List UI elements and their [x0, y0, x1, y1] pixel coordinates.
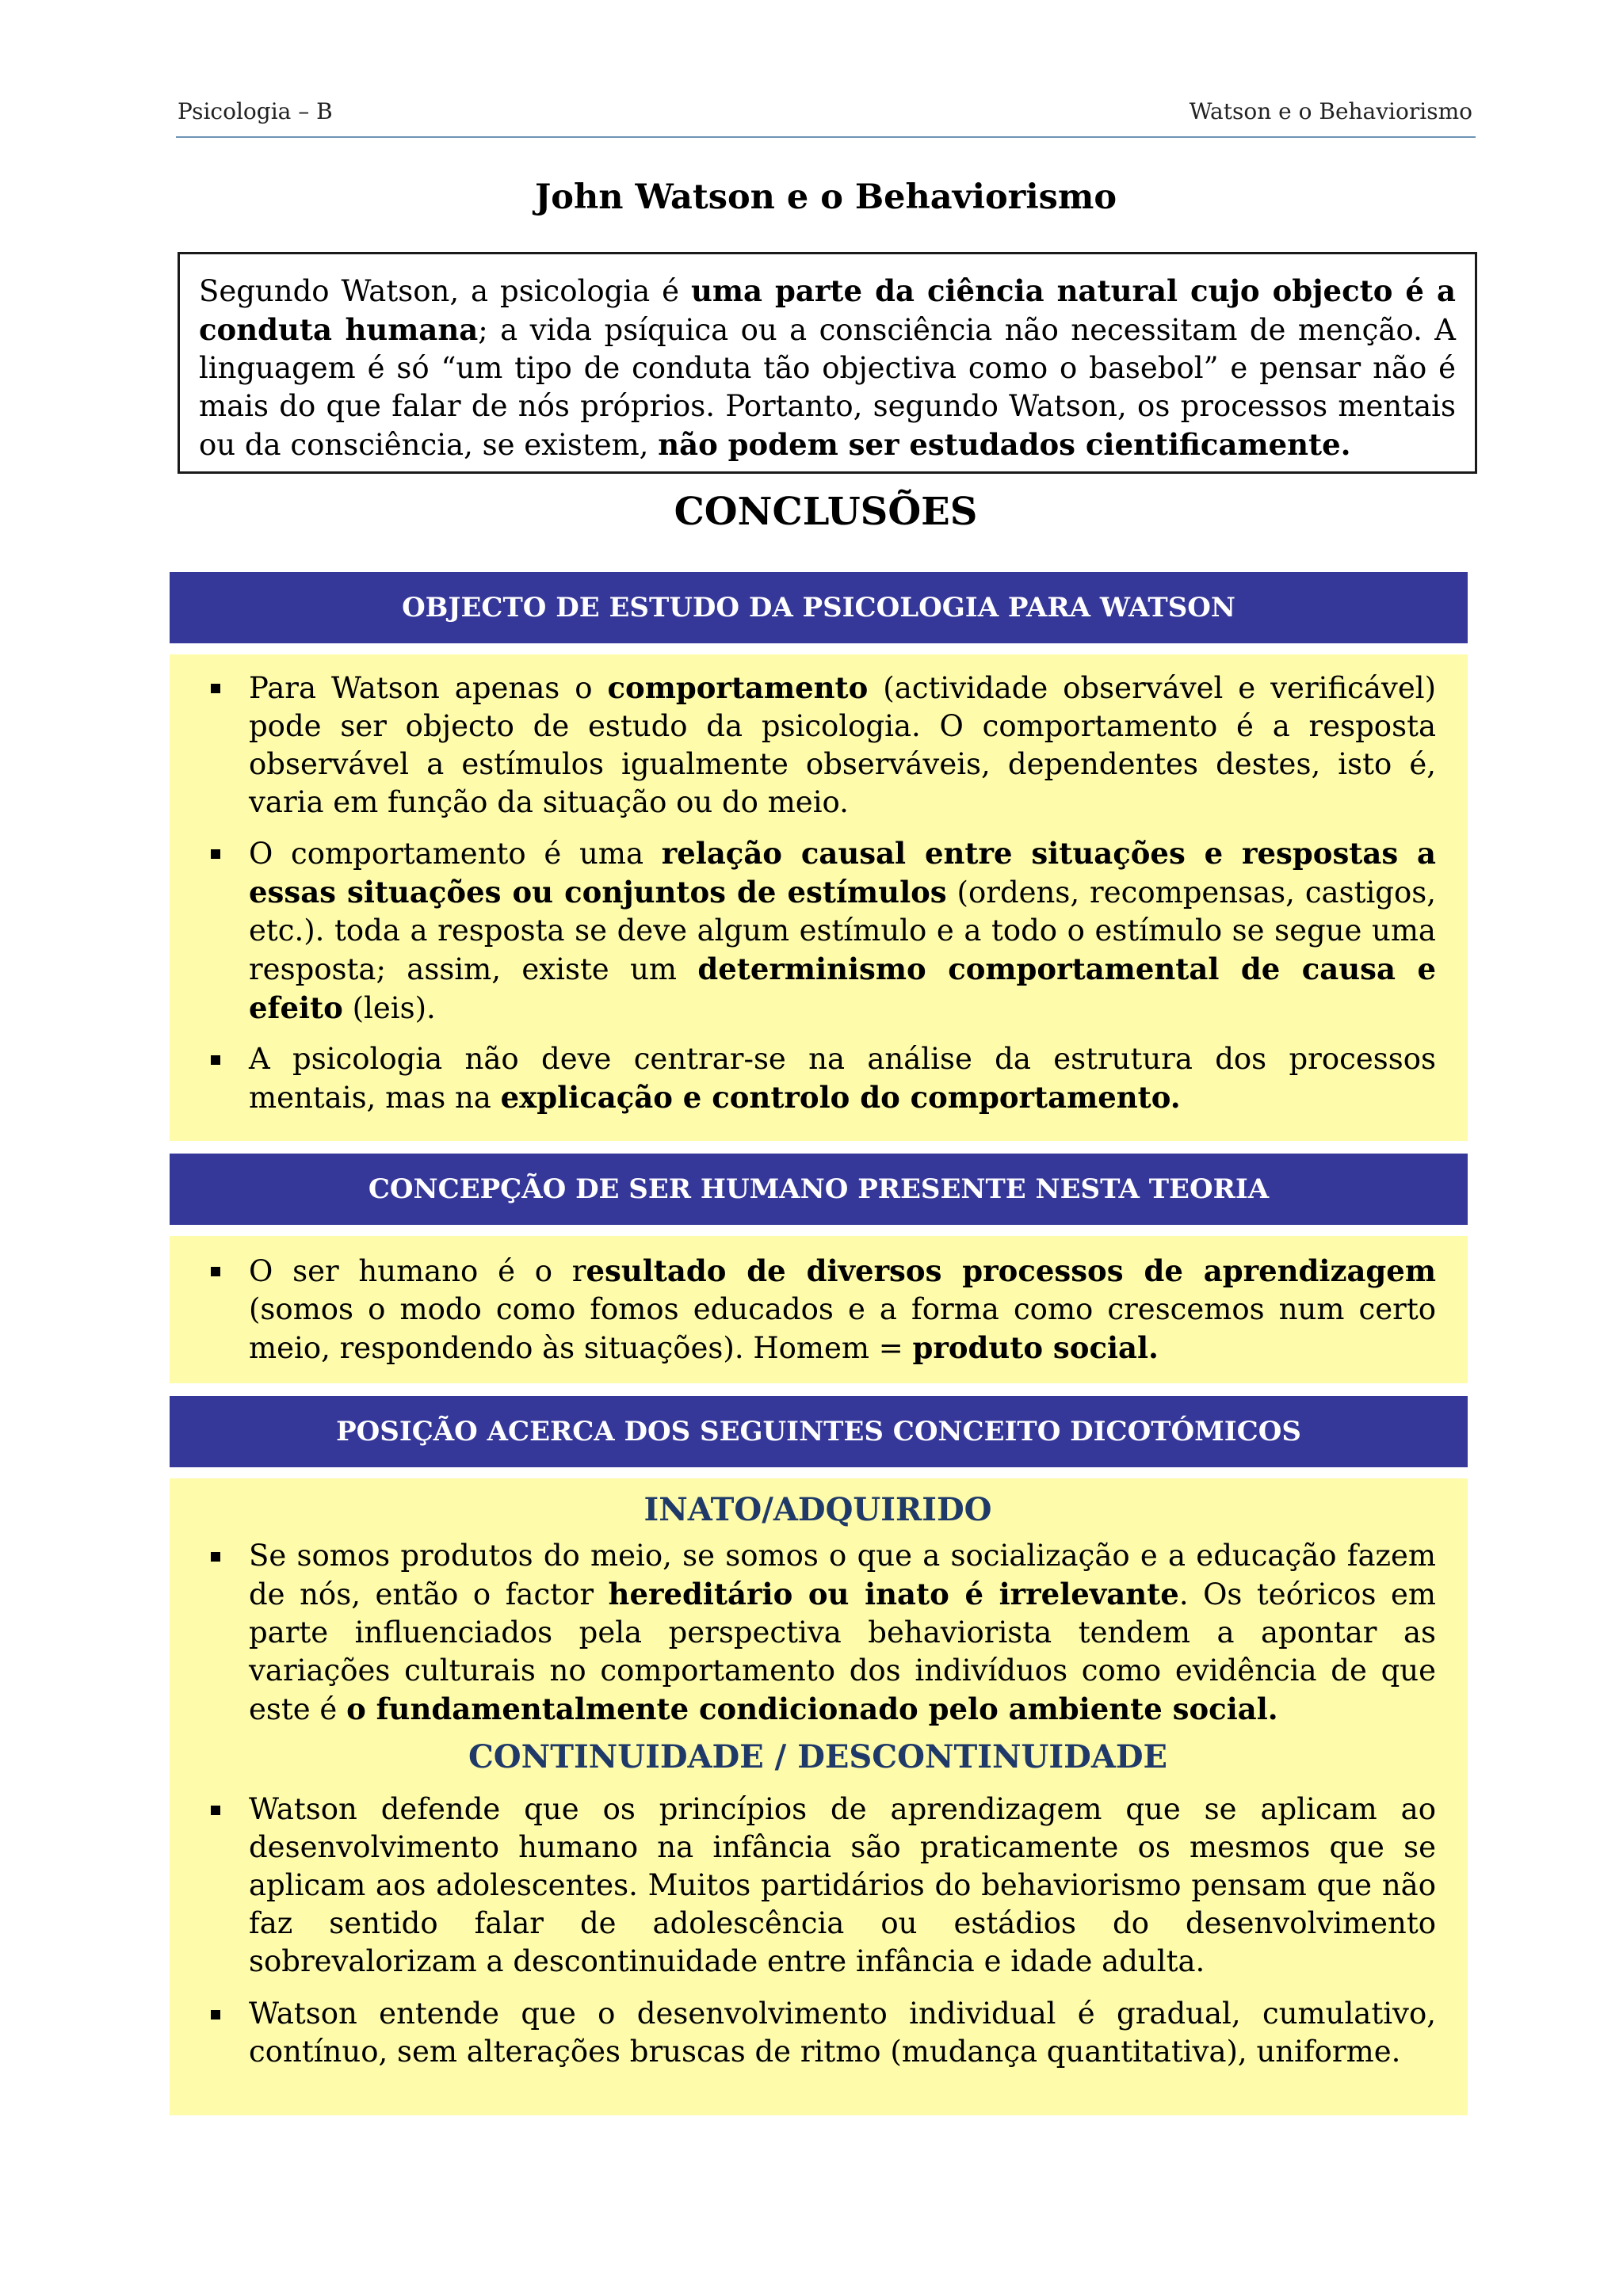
bullet-square-icon: [211, 1267, 220, 1276]
bullet-list: [200, 1252, 1436, 1367]
item-text: (ordens, recompensas, castigos, etc.). toda a resposta se deve algum estímulo e a todo o estímulo se segue uma resposta; assim, existe um: [249, 875, 1436, 986]
item-text: (somos o modo como fomos educados e a forma como crescemos num certo meio, respondendo às situações). Homem =: [249, 1292, 1436, 1365]
intro-text: Segundo Watson, a psicologia é: [199, 274, 691, 308]
list-item: [200, 1252, 1436, 1367]
list-item: [200, 1995, 1436, 2071]
item-text: Watson defende que os princípios de aprendizagem que se aplicam ao desenvolvimento humano na infância são praticamente os mesmos que se aplicam aos adolescentes. Muitos partidários do behaviorismo pensam que não faz sentido falar de adolescência ou estádios do desenvolvimento sobrevalorizam a descontinuidade entre infância e idade adulta.: [249, 1792, 1436, 1978]
item-bold: relação causal entre situações e respostas a essas situações ou conjuntos de estímulos: [249, 836, 1436, 910]
running-header: [176, 93, 1476, 138]
list-item: [200, 834, 1436, 1028]
bullet-square-icon: [211, 1806, 220, 1815]
item-text: Watson entende que o desenvolvimento individual é gradual, cumulativo, contínuo, sem alterações bruscas de ritmo (mudança quantitativa), uniforme.: [249, 1997, 1436, 2069]
section-heading-object: OBJECTO DE ESTUDO DA PSICOLOGIA PARA WATSON: [170, 572, 1468, 643]
item-bold: explicação e controlo do comportamento.: [500, 1080, 1181, 1115]
bullet-list: [200, 1791, 1436, 2071]
header-course: Psicologia – B: [178, 98, 333, 124]
bullet-list: [200, 669, 1436, 1117]
item-bold: determinismo comportamental de causa e efeito: [249, 952, 1436, 1025]
section-heading-human: CONCEPÇÃO DE SER HUMANO PRESENTE NESTA TEORIA: [170, 1154, 1468, 1225]
item-bold: comportamento: [607, 670, 869, 705]
list-item: [200, 1537, 1436, 1729]
intro-bold: uma parte da ciência natural cujo objecto é a conduta humana: [199, 273, 1456, 347]
page-title: John Watson e o Behaviorismo: [534, 177, 1117, 217]
item-text: O comportamento é uma: [249, 837, 662, 871]
item-text: Para Watson apenas o: [249, 671, 608, 705]
item-bold: esultado de diversos processos de aprendizagem: [586, 1253, 1436, 1288]
item-text: (leis).: [342, 991, 436, 1025]
section-panel-object: [170, 654, 1468, 1141]
intro-bold: não podem ser estudados cientificamente.: [658, 427, 1351, 462]
list-item: [200, 1791, 1436, 1981]
item-bold: o fundamentalmente condicionado pelo ambiente social.: [346, 1691, 1278, 1726]
section-panel-human: [170, 1236, 1468, 1383]
list-item: [200, 1040, 1436, 1117]
intro-box: [178, 252, 1477, 474]
list-item: [200, 669, 1436, 822]
conclusions-heading: CONCLUSÕES: [674, 490, 978, 534]
item-text: A psicologia não deve centrar-se na análise da estrutura dos processos mentais, mas na: [249, 1042, 1436, 1115]
subheading-continuity: CONTINUIDADE / DESCONTINUIDADE: [468, 1738, 1168, 1775]
section-heading-dichotomies: POSIÇÃO ACERCA DOS SEGUINTES CONCEITO DICOTÓMICOS: [170, 1396, 1468, 1467]
item-text: O ser humano é o r: [249, 1254, 586, 1288]
subheading-innate-acquired: INATO/ADQUIRIDO: [643, 1491, 992, 1528]
item-bold: hereditário ou inato é irrelevante: [608, 1577, 1179, 1611]
bullet-square-icon: [211, 849, 220, 859]
bullet-square-icon: [211, 1055, 220, 1065]
bullet-list: [200, 1537, 1436, 1729]
item-bold: produto social.: [912, 1330, 1159, 1365]
item-text: Se somos produtos do meio, se somos o que a socialização e a educação fazem de nós, então o factor: [249, 1539, 1436, 1611]
intro-text: ; a vida psíquica ou a consciência não necessitam de menção. A linguagem é só “um tipo de conduta tão objectiva como o basebol” e pensar não é mais do que falar de nós próprios. Portanto, segundo Watson, os processos mentais ou da consciência, se existem,: [199, 313, 1456, 462]
item-text: . Os teóricos em parte influenciados pela perspectiva behaviorista tendem a apontar as variações culturais no comportamento dos indivíduos como evidência de que este é: [249, 1577, 1436, 1726]
bullet-square-icon: [211, 684, 220, 693]
bullet-square-icon: [211, 1552, 220, 1562]
section-panel-dichotomies: [170, 1478, 1468, 2115]
item-text: (actividade observável e verificável) pode ser objecto de estudo da psicologia. O comportamento é a resposta observável a estímulos igualmente observáveis, dependentes destes, isto é, varia em função da situação ou do meio.: [249, 671, 1436, 819]
header-topic: Watson e o Behaviorismo: [1189, 98, 1472, 124]
bullet-square-icon: [211, 2010, 220, 2019]
